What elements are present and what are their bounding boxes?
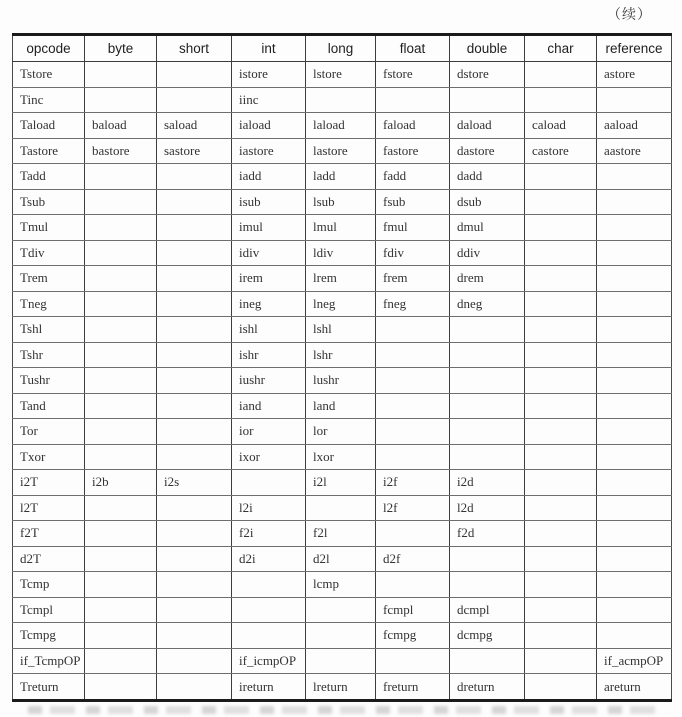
table-row	[13, 291, 672, 317]
mnemonic-cell: lstore	[306, 62, 376, 88]
mnemonic-cell: dreturn	[450, 674, 525, 701]
mnemonic-cell	[525, 419, 597, 445]
mnemonic-cell: f2d	[450, 521, 525, 547]
mnemonic-cell	[597, 470, 672, 496]
column-header-int: int	[232, 35, 306, 62]
mnemonic-cell: dastore	[450, 138, 525, 164]
mnemonic-cell: iand	[232, 393, 306, 419]
mnemonic-cell: dcmpl	[450, 597, 525, 623]
opcode-cell: Tushr	[13, 368, 85, 394]
mnemonic-cell: d2l	[306, 546, 376, 572]
mnemonic-cell	[450, 342, 525, 368]
mnemonic-cell: dsub	[450, 189, 525, 215]
mnemonic-cell: laload	[306, 113, 376, 139]
cutoff-text-blur	[28, 706, 660, 714]
mnemonic-cell	[597, 342, 672, 368]
mnemonic-cell	[85, 648, 157, 674]
table-row	[13, 470, 672, 496]
mnemonic-cell	[85, 546, 157, 572]
mnemonic-cell	[85, 164, 157, 190]
mnemonic-cell: drem	[450, 266, 525, 292]
mnemonic-cell	[450, 368, 525, 394]
mnemonic-cell	[597, 597, 672, 623]
mnemonic-cell: bastore	[85, 138, 157, 164]
mnemonic-cell: fastore	[376, 138, 450, 164]
table-row	[13, 164, 672, 190]
table-row	[13, 317, 672, 343]
opcode-cell: Tcmpl	[13, 597, 85, 623]
mnemonic-cell	[525, 546, 597, 572]
mnemonic-cell	[450, 648, 525, 674]
mnemonic-cell	[597, 317, 672, 343]
table-row	[13, 495, 672, 521]
mnemonic-cell	[376, 521, 450, 547]
table-row	[13, 444, 672, 470]
opcode-cell: Tstore	[13, 62, 85, 88]
mnemonic-cell	[597, 87, 672, 113]
mnemonic-cell: ldiv	[306, 240, 376, 266]
mnemonic-cell	[525, 266, 597, 292]
mnemonic-cell	[376, 368, 450, 394]
mnemonic-cell: fadd	[376, 164, 450, 190]
column-header-float: float	[376, 35, 450, 62]
mnemonic-cell	[157, 215, 232, 241]
mnemonic-cell: lneg	[306, 291, 376, 317]
mnemonic-cell	[597, 164, 672, 190]
mnemonic-cell	[157, 368, 232, 394]
mnemonic-cell	[85, 291, 157, 317]
mnemonic-cell: d2i	[232, 546, 306, 572]
mnemonic-cell: ddiv	[450, 240, 525, 266]
mnemonic-cell: lsub	[306, 189, 376, 215]
opcode-cell: f2T	[13, 521, 85, 547]
mnemonic-cell	[525, 623, 597, 649]
table-row	[13, 342, 672, 368]
table-row	[13, 572, 672, 598]
mnemonic-cell: freturn	[376, 674, 450, 701]
mnemonic-cell	[85, 597, 157, 623]
mnemonic-cell: fmul	[376, 215, 450, 241]
mnemonic-cell	[597, 393, 672, 419]
mnemonic-cell: areturn	[597, 674, 672, 701]
opcode-cell: if_TcmpOP	[13, 648, 85, 674]
mnemonic-cell: lxor	[306, 444, 376, 470]
mnemonic-cell	[85, 495, 157, 521]
opcode-cell: Tinc	[13, 87, 85, 113]
mnemonic-cell: ladd	[306, 164, 376, 190]
mnemonic-cell	[450, 317, 525, 343]
mnemonic-cell	[157, 291, 232, 317]
table-row	[13, 240, 672, 266]
table-row	[13, 419, 672, 445]
header-row	[13, 35, 672, 62]
mnemonic-cell	[376, 87, 450, 113]
mnemonic-cell: fdiv	[376, 240, 450, 266]
mnemonic-cell	[597, 572, 672, 598]
mnemonic-cell	[157, 393, 232, 419]
opcode-cell: Tshr	[13, 342, 85, 368]
opcode-cell: Tsub	[13, 189, 85, 215]
opcode-cell: Tastore	[13, 138, 85, 164]
mnemonic-cell	[525, 189, 597, 215]
mnemonic-cell	[525, 444, 597, 470]
table-row	[13, 113, 672, 139]
mnemonic-cell: ineg	[232, 291, 306, 317]
column-header-byte: byte	[85, 35, 157, 62]
mnemonic-cell: l2d	[450, 495, 525, 521]
table-row	[13, 597, 672, 623]
opcode-cell: l2T	[13, 495, 85, 521]
mnemonic-cell: lshr	[306, 342, 376, 368]
mnemonic-cell	[157, 597, 232, 623]
opcode-cell: Trem	[13, 266, 85, 292]
mnemonic-cell	[85, 419, 157, 445]
mnemonic-cell: imul	[232, 215, 306, 241]
mnemonic-cell: lcmp	[306, 572, 376, 598]
opcode-cell: Taload	[13, 113, 85, 139]
mnemonic-cell: i2s	[157, 470, 232, 496]
mnemonic-cell: l2i	[232, 495, 306, 521]
mnemonic-cell	[85, 393, 157, 419]
mnemonic-cell: ior	[232, 419, 306, 445]
mnemonic-cell	[85, 521, 157, 547]
mnemonic-cell: i2f	[376, 470, 450, 496]
opcode-cell: Txor	[13, 444, 85, 470]
mnemonic-cell: daload	[450, 113, 525, 139]
mnemonic-cell	[597, 291, 672, 317]
mnemonic-cell	[232, 597, 306, 623]
mnemonic-cell	[85, 674, 157, 701]
mnemonic-cell: iaload	[232, 113, 306, 139]
mnemonic-cell: castore	[525, 138, 597, 164]
mnemonic-cell	[157, 648, 232, 674]
mnemonic-cell: iushr	[232, 368, 306, 394]
mnemonic-cell: lreturn	[306, 674, 376, 701]
opcode-cell: Tdiv	[13, 240, 85, 266]
table-row	[13, 623, 672, 649]
mnemonic-cell	[85, 240, 157, 266]
mnemonic-cell: baload	[85, 113, 157, 139]
table-row	[13, 521, 672, 547]
mnemonic-cell	[85, 368, 157, 394]
mnemonic-cell	[85, 215, 157, 241]
mnemonic-cell	[450, 393, 525, 419]
mnemonic-cell	[597, 240, 672, 266]
mnemonic-cell: aaload	[597, 113, 672, 139]
table-row	[13, 87, 672, 113]
mnemonic-cell	[85, 87, 157, 113]
mnemonic-cell	[376, 648, 450, 674]
mnemonic-cell	[525, 342, 597, 368]
mnemonic-cell	[450, 87, 525, 113]
mnemonic-cell	[85, 189, 157, 215]
mnemonic-cell: ishr	[232, 342, 306, 368]
mnemonic-cell	[157, 674, 232, 701]
mnemonic-cell	[525, 368, 597, 394]
mnemonic-cell	[306, 648, 376, 674]
mnemonic-cell: istore	[232, 62, 306, 88]
opcode-cell: Tcmp	[13, 572, 85, 598]
mnemonic-cell	[306, 87, 376, 113]
mnemonic-cell	[525, 215, 597, 241]
mnemonic-cell	[232, 623, 306, 649]
mnemonic-cell: iinc	[232, 87, 306, 113]
mnemonic-cell: i2b	[85, 470, 157, 496]
mnemonic-cell	[597, 444, 672, 470]
mnemonic-cell: fcmpg	[376, 623, 450, 649]
mnemonic-cell: fstore	[376, 62, 450, 88]
mnemonic-cell	[232, 572, 306, 598]
mnemonic-cell	[450, 546, 525, 572]
opcode-cell: i2T	[13, 470, 85, 496]
mnemonic-cell	[525, 597, 597, 623]
mnemonic-cell	[306, 495, 376, 521]
mnemonic-cell	[525, 291, 597, 317]
mnemonic-cell	[157, 240, 232, 266]
mnemonic-cell	[597, 368, 672, 394]
opcode-cell: Tneg	[13, 291, 85, 317]
mnemonic-cell: dstore	[450, 62, 525, 88]
mnemonic-cell	[85, 572, 157, 598]
table-row	[13, 546, 672, 572]
opcode-table	[12, 33, 672, 702]
mnemonic-cell	[85, 266, 157, 292]
mnemonic-cell: lshl	[306, 317, 376, 343]
mnemonic-cell	[597, 546, 672, 572]
mnemonic-cell	[525, 572, 597, 598]
mnemonic-cell	[85, 317, 157, 343]
column-header-short: short	[157, 35, 232, 62]
column-header-long: long	[306, 35, 376, 62]
mnemonic-cell: f2i	[232, 521, 306, 547]
mnemonic-cell	[85, 62, 157, 88]
mnemonic-cell: if_acmpOP	[597, 648, 672, 674]
column-header-reference: reference	[597, 35, 672, 62]
mnemonic-cell: d2f	[376, 546, 450, 572]
opcode-cell: d2T	[13, 546, 85, 572]
mnemonic-cell	[450, 572, 525, 598]
mnemonic-cell	[597, 215, 672, 241]
mnemonic-cell	[597, 623, 672, 649]
mnemonic-cell	[525, 648, 597, 674]
mnemonic-cell: lushr	[306, 368, 376, 394]
mnemonic-cell	[376, 393, 450, 419]
mnemonic-cell: lrem	[306, 266, 376, 292]
mnemonic-cell: lmul	[306, 215, 376, 241]
continued-label: （续）	[607, 8, 652, 23]
mnemonic-cell	[157, 572, 232, 598]
mnemonic-cell	[157, 87, 232, 113]
mnemonic-cell	[525, 87, 597, 113]
mnemonic-cell: ixor	[232, 444, 306, 470]
mnemonic-cell: ireturn	[232, 674, 306, 701]
mnemonic-cell	[85, 342, 157, 368]
mnemonic-cell: frem	[376, 266, 450, 292]
opcode-cell: Tshl	[13, 317, 85, 343]
table-row	[13, 674, 672, 701]
mnemonic-cell: iadd	[232, 164, 306, 190]
mnemonic-cell	[525, 674, 597, 701]
mnemonic-cell: astore	[597, 62, 672, 88]
table-row	[13, 138, 672, 164]
mnemonic-cell: caload	[525, 113, 597, 139]
opcode-cell: Tand	[13, 393, 85, 419]
mnemonic-cell	[525, 240, 597, 266]
mnemonic-cell	[157, 317, 232, 343]
mnemonic-cell	[232, 470, 306, 496]
mnemonic-cell: faload	[376, 113, 450, 139]
mnemonic-cell: if_icmpOP	[232, 648, 306, 674]
mnemonic-cell: fneg	[376, 291, 450, 317]
mnemonic-cell: aastore	[597, 138, 672, 164]
opcode-cell: Tor	[13, 419, 85, 445]
mnemonic-cell	[525, 495, 597, 521]
mnemonic-cell	[85, 444, 157, 470]
mnemonic-cell	[306, 623, 376, 649]
mnemonic-cell	[525, 470, 597, 496]
mnemonic-cell: dneg	[450, 291, 525, 317]
mnemonic-cell	[157, 623, 232, 649]
mnemonic-cell	[525, 62, 597, 88]
mnemonic-cell	[376, 444, 450, 470]
mnemonic-cell: lor	[306, 419, 376, 445]
mnemonic-cell: idiv	[232, 240, 306, 266]
mnemonic-cell: fsub	[376, 189, 450, 215]
mnemonic-cell	[597, 189, 672, 215]
mnemonic-cell	[157, 495, 232, 521]
mnemonic-cell	[525, 317, 597, 343]
mnemonic-cell: irem	[232, 266, 306, 292]
mnemonic-cell: iastore	[232, 138, 306, 164]
mnemonic-cell	[85, 623, 157, 649]
mnemonic-cell	[376, 572, 450, 598]
mnemonic-cell	[597, 266, 672, 292]
mnemonic-cell: f2l	[306, 521, 376, 547]
mnemonic-cell	[157, 189, 232, 215]
mnemonic-cell	[376, 419, 450, 445]
mnemonic-cell: land	[306, 393, 376, 419]
mnemonic-cell	[157, 444, 232, 470]
mnemonic-cell: dadd	[450, 164, 525, 190]
mnemonic-cell	[597, 495, 672, 521]
mnemonic-cell: fcmpl	[376, 597, 450, 623]
opcode-cell: Treturn	[13, 674, 85, 701]
mnemonic-cell	[157, 62, 232, 88]
mnemonic-cell: i2d	[450, 470, 525, 496]
mnemonic-cell	[157, 342, 232, 368]
column-header-char: char	[525, 35, 597, 62]
mnemonic-cell: isub	[232, 189, 306, 215]
mnemonic-cell	[525, 393, 597, 419]
mnemonic-cell	[376, 342, 450, 368]
opcode-cell: Tcmpg	[13, 623, 85, 649]
table-body	[13, 62, 672, 701]
mnemonic-cell	[376, 317, 450, 343]
table-row	[13, 266, 672, 292]
mnemonic-cell: lastore	[306, 138, 376, 164]
table-row	[13, 648, 672, 674]
table-row	[13, 189, 672, 215]
mnemonic-cell	[450, 444, 525, 470]
mnemonic-cell	[450, 419, 525, 445]
column-header-opcode: opcode	[13, 35, 85, 62]
mnemonic-cell	[157, 266, 232, 292]
mnemonic-cell: sastore	[157, 138, 232, 164]
mnemonic-cell: l2f	[376, 495, 450, 521]
mnemonic-cell	[157, 164, 232, 190]
mnemonic-cell	[525, 521, 597, 547]
mnemonic-cell: dmul	[450, 215, 525, 241]
mnemonic-cell	[157, 546, 232, 572]
table-row	[13, 393, 672, 419]
column-header-double: double	[450, 35, 525, 62]
mnemonic-cell	[157, 521, 232, 547]
mnemonic-cell: ishl	[232, 317, 306, 343]
mnemonic-cell: dcmpg	[450, 623, 525, 649]
table-row	[13, 215, 672, 241]
mnemonic-cell	[525, 164, 597, 190]
mnemonic-cell	[157, 419, 232, 445]
opcode-cell: Tmul	[13, 215, 85, 241]
table-row	[13, 368, 672, 394]
opcode-cell: Tadd	[13, 164, 85, 190]
table-row	[13, 62, 672, 88]
mnemonic-cell: saload	[157, 113, 232, 139]
mnemonic-cell	[306, 597, 376, 623]
mnemonic-cell: i2l	[306, 470, 376, 496]
mnemonic-cell	[597, 521, 672, 547]
mnemonic-cell	[597, 419, 672, 445]
